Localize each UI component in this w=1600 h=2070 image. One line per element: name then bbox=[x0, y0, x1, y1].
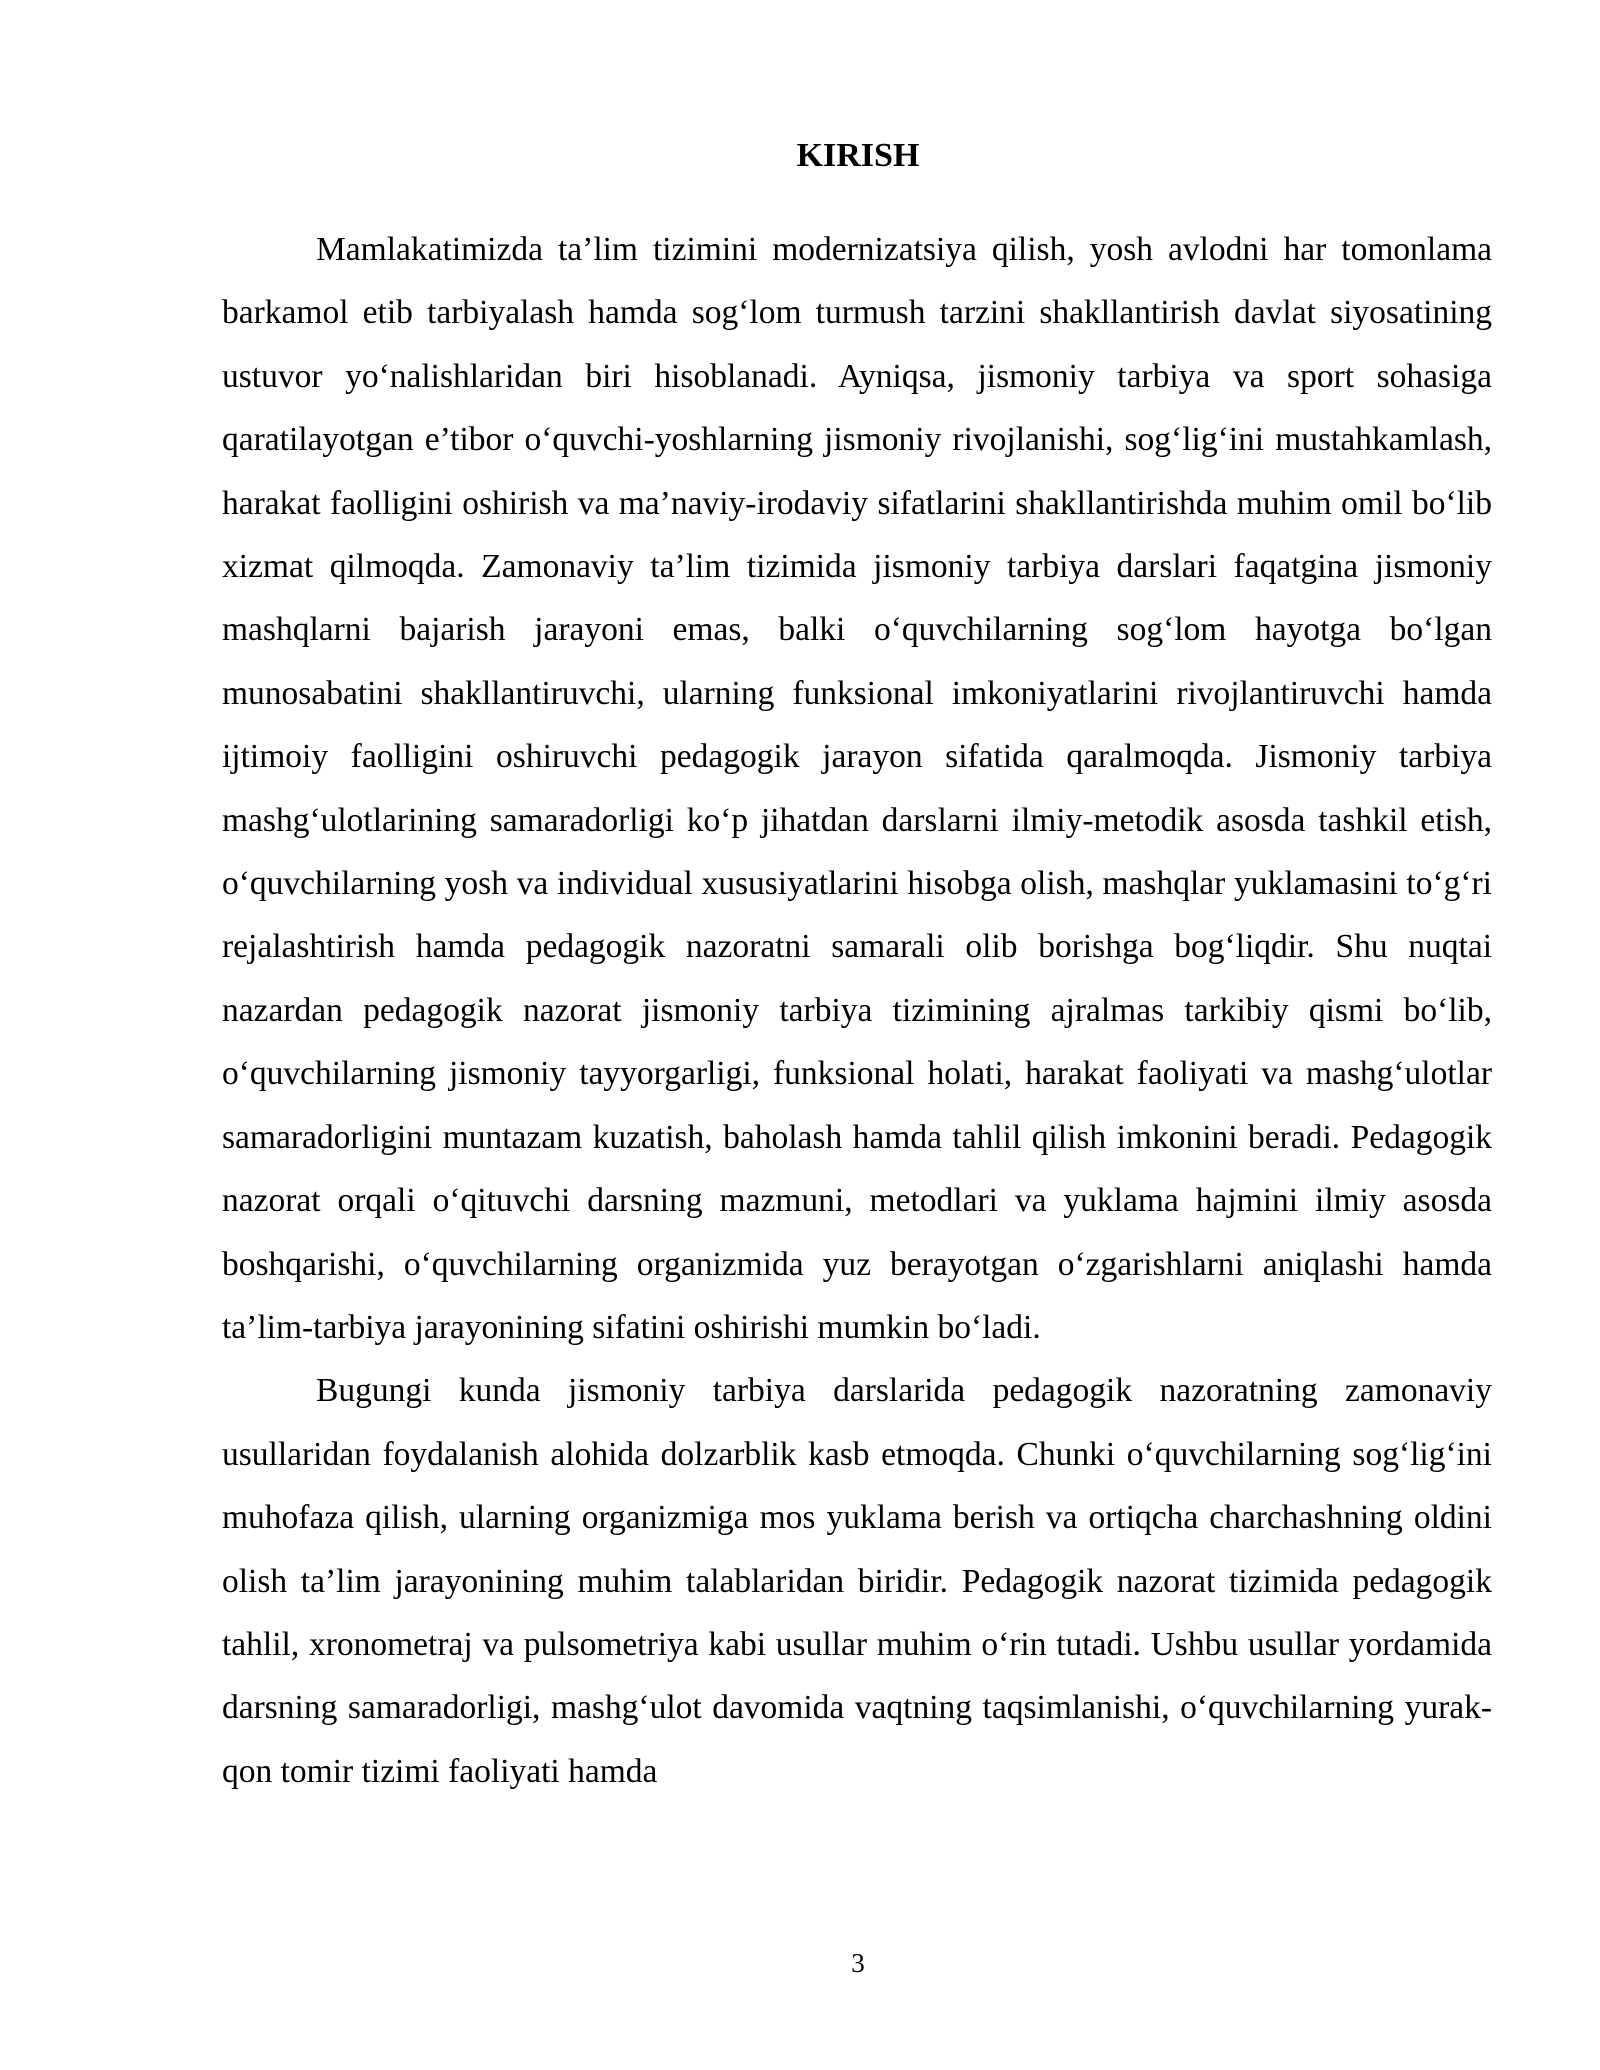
paragraph-2: Bugungi kunda jismoniy tarbiya darslarida pedagogik nazoratning zamonaviy usullaridan foydalanish alohida dolzarblik kasb etmoqda. Chunki o‘quvchilarning sog‘lig‘ini muhofaza qilish, ularning organizmiga mos yuklama berish va ortiqcha charchashning oldini olish ta’lim jarayonining muhim talablaridan biridir. Pedagogik nazorat tizimida pedagogik tahlil, xronometraj va pulsometriya kabi usullar muhim o‘rin tutadi. Ushbu usullar yordamida darsning samaradorligi, mashg‘ulot davomida vaqtning taqsimlanishi, o‘quvchilarning yurak-qon tomir tizimi faoliyati hamda bbox=[222, 1372, 1492, 1790]
paragraph-1: Mamlakatimizda ta’lim tizimini modernizatsiya qilish, yosh avlodni har tomonlama barkamol etib tarbiyalash hamda sog‘lom turmush tarzini shakllantirish davlat siyosatining ustuvor yo‘nalishlaridan biri hisoblanadi. Ayniqsa, jismoniy tarbiya va sport sohasiga qaratilayotgan e’tibor o‘quvchi-yoshlarning jismoniy rivojlanishi, sog‘lig‘ini mustahkamlash, harakat faolligini oshirish va ma’naviy-irodaviy sifatlarini shakllantirishda muhim omil bo‘lib xizmat qilmoqda. Zamonaviy ta’lim tizimida jismoniy tarbiya darslari faqatgina jismoniy mashqlarni bajarish jarayoni emas, balki o‘quvchilarning sog‘lom hayotga bo‘lgan munosabatini shakllantiruvchi, ularning funksional imkoniyatlarini rivojlantiruvchi hamda ijtimoiy faolligini oshiruvchi pedagogik jarayon sifatida qaralmoqda. Jismoniy tarbiya mashg‘ulotlarining samaradorligi ko‘p jihatdan darslarni ilmiy-metodik asosda tashkil etish, o‘quvchilarning yosh va individual xususiyatlarini hisobga olish, mashqlar yuklamasini to‘g‘ri rejalashtirish hamda pedagogik nazoratni samarali olib borishga bog‘liqdir. Shu nuqtai nazardan pedagogik nazorat jismoniy tarbiya tizimining ajralmas tarkibiy qismi bo‘lib, o‘quvchilarning jismoniy tayyorgarligi, funksional holati, harakat faoliyati va mashg‘ulotlar samaradorligini muntazam kuzatish, baholash hamda tahlil qilish imkonini beradi. Pedagogik nazorat orqali o‘qituvchi darsning mazmuni, metodlari va yuklama hajmini ilmiy asosda boshqarishi, o‘quvchilarning organizmida yuz berayotgan o‘zgarishlarni aniqlashi hamda ta’lim-tarbiya jarayonining sifatini oshirishi mumkin bo‘ladi. bbox=[222, 231, 1492, 1346]
section-heading: KIRISH bbox=[796, 137, 920, 174]
page-number: 3 bbox=[851, 1948, 865, 1978]
body-text bbox=[222, 218, 1492, 1803]
